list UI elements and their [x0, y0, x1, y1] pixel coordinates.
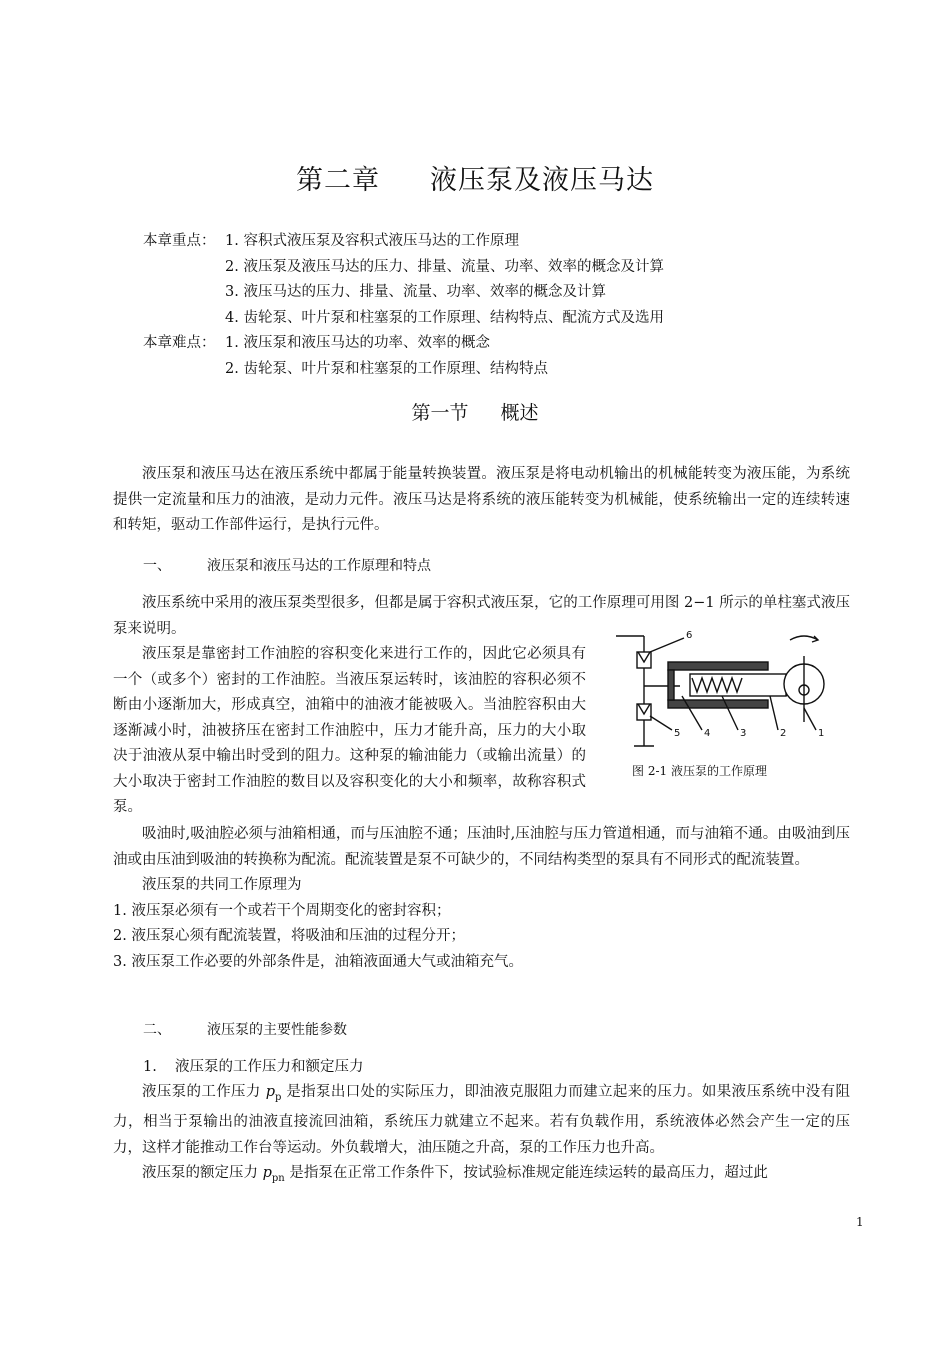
- paragraph-5-start: 液压泵的工作压力: [142, 1084, 266, 1100]
- single-plunger-pump-figure: [602, 626, 850, 756]
- rated-pressure-subscript: pn: [271, 1173, 285, 1185]
- paragraph-2-text: 液压泵是靠密封工作油腔的容积变化来进行工作的，因此它必须具有一个（或多个）密封的工作油腔。当液压泵运转时，该油腔的容积必须不断由小逐渐加大，形成真空，油箱中的油液才能被吸入。当油腔容积由大逐渐减小时，油被挤压在密封工作油腔中，压力才能升高，压力的大小取决于油液从泵中输出时受到的阻力。这种泵的输油能力（或输出流量）的大小取决于密封工作油腔的数目以及容积变化的大小和频率，故称容积式泵。: [113, 646, 586, 815]
- paragraph-4-text: 液压泵的共同工作原理为: [142, 877, 302, 893]
- key-points-label: 本章重点：: [143, 233, 216, 249]
- intro-paragraph: [113, 462, 850, 539]
- paragraph-5-block: [113, 1080, 850, 1192]
- subheading-1: [143, 1055, 364, 1076]
- figure-label: 1: [818, 728, 825, 739]
- paragraph-5: [113, 1080, 850, 1161]
- difficult-points-label: 本章难点：: [143, 335, 216, 351]
- heading-2: [143, 1019, 347, 1039]
- heading-2-text: 液压泵的主要性能参数: [207, 1022, 347, 1038]
- key-point-item: 3. 液压马达的压力、排量、流量、功率、效率的概念及计算: [225, 284, 606, 300]
- pressure-symbol: p: [265, 1084, 275, 1100]
- figure-label: 5: [674, 728, 681, 739]
- list-item: 2. 液压泵心须有配流装置，将吸油和压油的过程分开；: [113, 928, 465, 944]
- list-item: 1. 液压泵必须有一个或若干个周期变化的密封容积；: [113, 902, 451, 919]
- section-title: [0, 398, 950, 425]
- chapter-label: 第二章: [296, 165, 380, 196]
- paragraph-3-block: [113, 822, 850, 975]
- rated-pressure-symbol: p: [262, 1165, 272, 1182]
- figure-label: 4: [704, 728, 711, 739]
- figure-caption: 图 2-1 液压泵的工作原理: [632, 764, 767, 778]
- heading-1: [143, 555, 431, 575]
- key-points: [143, 229, 664, 382]
- paragraph-6-start: 液压泵的额定压力: [142, 1165, 263, 1182]
- heading-1-number: 一、: [143, 558, 171, 574]
- chapter-title: [0, 158, 950, 197]
- paragraph-5-rest: 是指泵出口处的实际压力，即油液克服阻力而建立起来的压力。如果液压系统中没有阻力，相当于泵输出的油液直接流回油箱，系统压力就建立不起来。若有负载作用，系统液体必然会产生一定的压力，这样才能推动工作台等运动。外负载增大，油压随之升高，泵的工作压力也升高。: [113, 1084, 850, 1156]
- paragraph-6-rest: 是指泵在正常工作条件下，按试验标准规定能连续运转的最高压力，超过此: [284, 1165, 768, 1182]
- key-point-item: 1. 容积式液压泵及容积式液压马达的工作原理: [225, 233, 519, 249]
- subheading-1-text: 液压泵的工作压力和额定压力: [175, 1059, 364, 1075]
- list-item: 3. 液压泵工作必要的外部条件是，油箱液面通大气或油箱充气。: [113, 953, 523, 970]
- figure-label: 6: [686, 630, 693, 641]
- paragraph-3-text: 吸油时,吸油腔必须与油箱相通，而与压油腔不通；压油时,压油腔与压力管道相通，而与油箱不通。由吸油到压油或由压油到吸油的转换称为配流。配流装置是泵不可缺少的，不同结构类型的泵具有不同形式的配流装置。: [113, 826, 850, 868]
- difficult-point-item: 1. 液压泵和液压马达的功率、效率的概念: [225, 335, 490, 351]
- paragraph-2: [113, 642, 586, 821]
- subheading-1-number: 1.: [143, 1059, 157, 1075]
- intro-text: 液压泵和液压马达在液压系统中都属于能量转换装置。液压泵是将电动机输出的机械能转变为液压能，为系统提供一定流量和压力的油液，是动力元件。液压马达是将系统的液压能转变为机械能，使系统输出一定的连续转速和转矩，驱动工作部件运行，是执行元件。: [113, 466, 850, 533]
- heading-2-number: 二、: [143, 1022, 171, 1038]
- figure-label: 3: [740, 728, 747, 739]
- paragraph-6: [113, 1161, 850, 1191]
- key-point-item: 4. 齿轮泵、叶片泵和柱塞泵的工作原理、结构特点、配流方式及选用: [225, 309, 664, 326]
- figure-label: 2: [780, 728, 787, 739]
- paragraph-1-text: 液压系统中采用的液压泵类型很多，但都是属于容积式液压泵，它的工作原理可用图 2−1 所示的单柱塞式液压泵来说明。: [113, 595, 850, 637]
- page-number: 1: [856, 1215, 864, 1229]
- pump-diagram: [602, 626, 850, 756]
- chapter-name: 液压泵及液压马达: [430, 165, 654, 196]
- key-point-item: 2. 液压泵及液压马达的压力、排量、流量、功率、效率的概念及计算: [225, 258, 664, 275]
- pressure-subscript: p: [274, 1091, 282, 1103]
- heading-1-text: 液压泵和液压马达的工作原理和特点: [207, 558, 431, 574]
- section-label: 第一节: [411, 402, 469, 424]
- section-name: 概述: [500, 402, 539, 424]
- difficult-point-item: 2. 齿轮泵、叶片泵和柱塞泵的工作原理、结构特点: [225, 360, 548, 377]
